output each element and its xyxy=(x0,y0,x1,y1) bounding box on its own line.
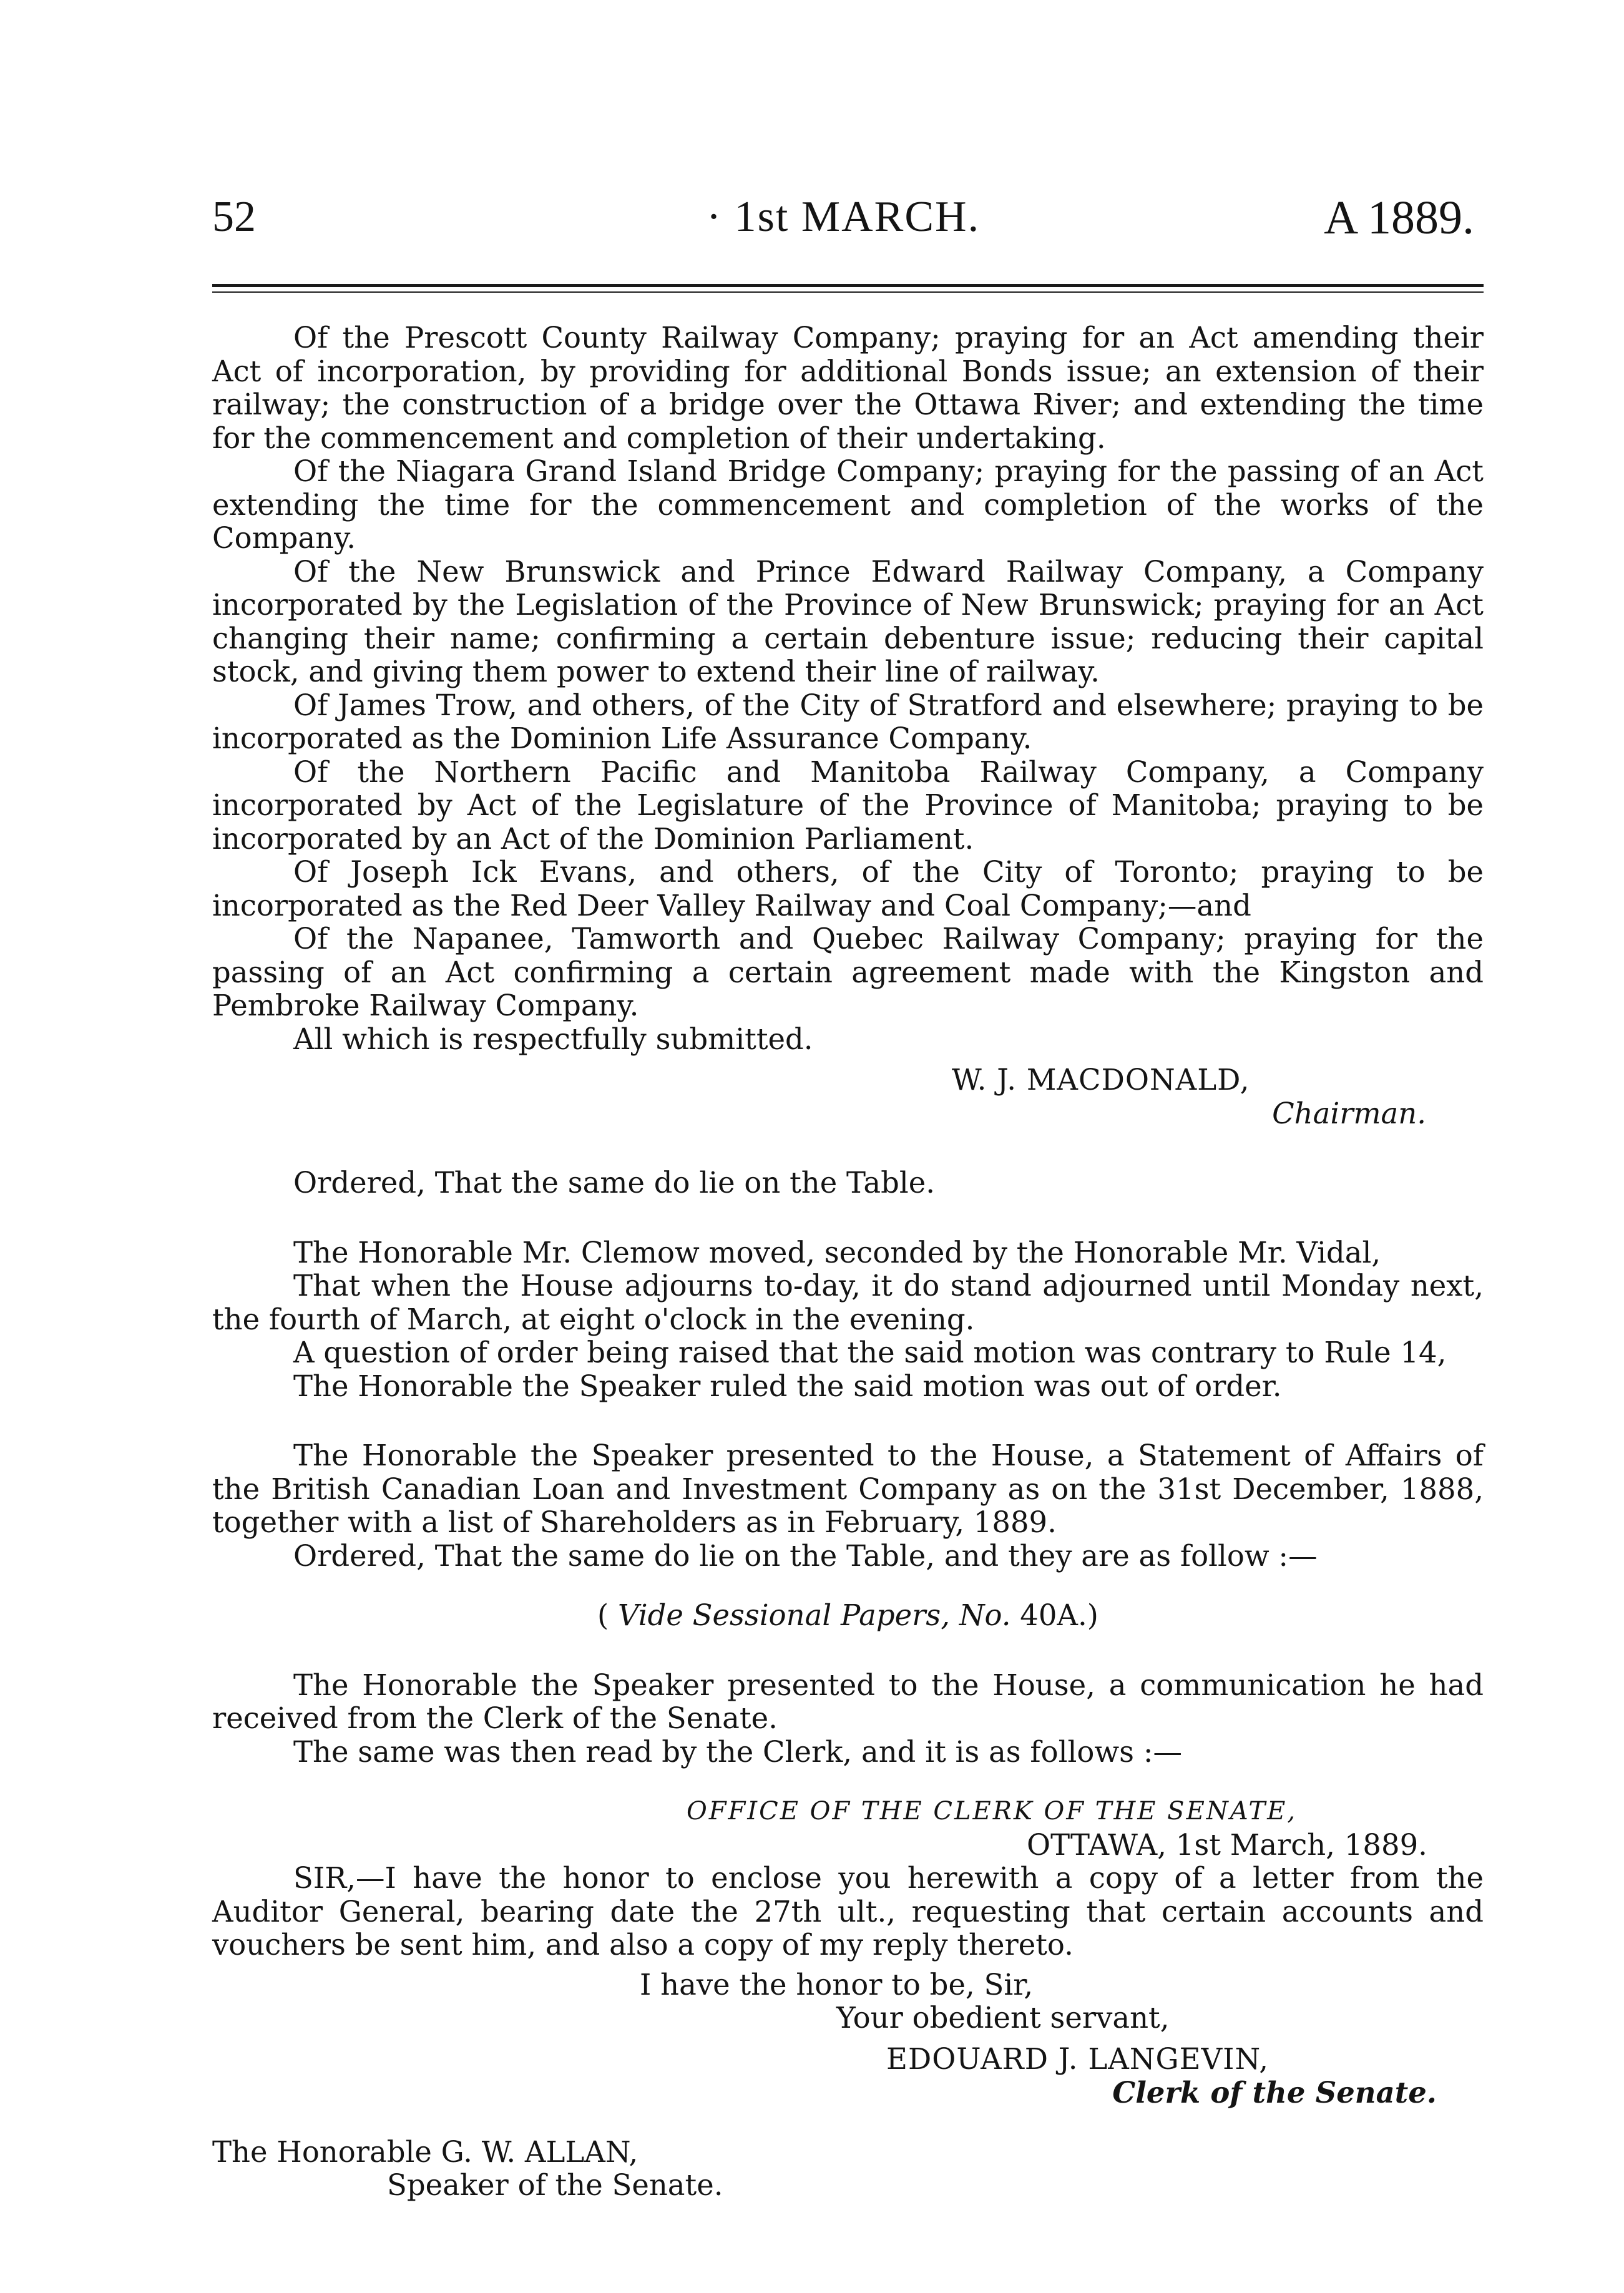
header-date: · 1st MARCH. xyxy=(706,193,981,241)
vide-text: Vide Sessional Papers, No. xyxy=(617,1598,1011,1632)
statement-paragraph: Ordered, That the same do lie on the Table, and they are as follow :— xyxy=(293,1538,1318,1573)
petition-paragraph: Of James Trow, and others, of the City of Stratford and elsewhere; praying to be incorporated as the Dominion Life Assurance Company. xyxy=(212,688,1484,755)
motion-paragraph: The Honorable the Speaker ruled the said motion was out of order. xyxy=(293,1369,1282,1403)
page-number: 52 xyxy=(212,193,256,241)
header-rule-thick xyxy=(212,284,1484,287)
communication-paragraph: The Honorable the Speaker presented to the House, a communication he had received from the Clerk of the Senate. xyxy=(212,1668,1484,1735)
letter-closing-2: Your obedient servant, xyxy=(836,2001,1170,2035)
letter-office: OFFICE OF THE CLERK OF THE SENATE, xyxy=(687,1797,1298,1826)
committee-report xyxy=(212,321,1484,1130)
petition-paragraph: Of the Napanee, Tamworth and Quebec Railway Company; praying for the passing of an Act confirming a certain agreement made with the Kingston and Pembroke Railway Company. xyxy=(212,922,1484,1022)
letter-body: SIR,—I have the honor to enclose you herewith a copy of a letter from the Auditor General, bearing date the 27th ult., requesting that certain accounts and vouchers be sent him, and also a copy of my reply thereto. xyxy=(212,1861,1484,1962)
header-rule-thin xyxy=(212,291,1484,293)
section-gap xyxy=(212,1633,1484,1669)
section-gap xyxy=(212,1573,1484,1599)
petition-paragraph: Of the New Brunswick and Prince Edward Railway Company, a Company incorporated by the Legislation of the Province of New Brunswick; praying for an Act changing their name; confirming a certain debenture issue; reducing their capital stock, and giving them power to extend their line of railway. xyxy=(212,554,1484,688)
letter-signatory-title: Clerk of the Senate. xyxy=(1112,2075,1437,2110)
letter-signature: EDOUARD J. LANGEVIN, xyxy=(886,2041,1269,2076)
vide-open: ( xyxy=(597,1598,618,1632)
motion-paragraph: That when the House adjourns to-day, it do stand adjourned until Monday next, the fourth of March, at eight o'clock in the evening. xyxy=(212,1269,1484,1336)
section-gap xyxy=(212,1769,1484,1795)
letter xyxy=(212,1795,1484,2110)
communication-section xyxy=(212,1669,1484,1769)
header-year: A 1889. xyxy=(1324,192,1474,244)
chairman-title: Chairman. xyxy=(1272,1096,1426,1130)
petition-paragraph: Of the Prescott County Railway Company; praying for an Act amending their Act of incorporation, by providing for additional Bonds issue; an extension of their railway; the construction of a bridge over the Ottawa River; and extending the time for the commencement and completion of their undertaking. xyxy=(212,321,1484,455)
petition-paragraph: Of the Niagara Grand Island Bridge Company; praying for the passing of an Act extending the time for the commencement and completion of the works of the Company. xyxy=(212,454,1484,555)
section-gap xyxy=(212,1200,1484,1236)
petition-paragraph: Of Joseph Ick Evans, and others, of the City of Toronto; praying to be incorporated as the Red Deer Valley Railway and Coal Company;—and xyxy=(212,855,1484,922)
section-gap xyxy=(212,1403,1484,1439)
motion-paragraph: A question of order being raised that the said motion was contrary to Rule 14, xyxy=(293,1336,1447,1369)
vide-number: 40A.) xyxy=(1010,1598,1098,1632)
page-body xyxy=(212,321,1484,2203)
section-gap xyxy=(212,1130,1484,1166)
addressee-title: Speaker of the Senate. xyxy=(387,2168,723,2202)
section-gap xyxy=(212,2110,1484,2136)
communication-paragraph: The same was then read by the Clerk, and it is as follows :— xyxy=(293,1734,1182,1769)
report-submission: All which is respectfully submitted. xyxy=(293,1022,813,1056)
letter-place-date: OTTAWA, 1st March, 1889. xyxy=(1027,1827,1427,1862)
sessional-paper-reference xyxy=(212,1599,1484,1633)
addressee-name: The Honorable G. W. ALLAN, xyxy=(212,2134,638,2169)
statement-paragraph: The Honorable the Speaker presented to the House, a Statement of Affairs of the British Canadian Loan and Investment Company as on the 31st December, 1888, together with a list of Shareholders as in February, 1889. xyxy=(212,1439,1484,1539)
motion-paragraph: The Honorable Mr. Clemow moved, seconded by the Honorable Mr. Vidal, xyxy=(293,1235,1381,1269)
ordered-table-line: Ordered, That the same do lie on the Table. xyxy=(293,1166,936,1200)
letter-closing: I have the honor to be, Sir, xyxy=(640,1967,1034,2002)
page-header xyxy=(212,187,1474,262)
chairman-signature: W. J. MACDONALD, xyxy=(952,1063,1250,1097)
motion-section xyxy=(212,1236,1484,1404)
addressee xyxy=(212,2136,1484,2203)
petition-paragraph: Of the Northern Pacific and Manitoba Railway Company, a Company incorporated by Act of the Legislature of the Province of Manitoba; praying to be incorporated by an Act of the Dominion Parliament. xyxy=(212,755,1484,856)
statement-section xyxy=(212,1439,1484,1633)
